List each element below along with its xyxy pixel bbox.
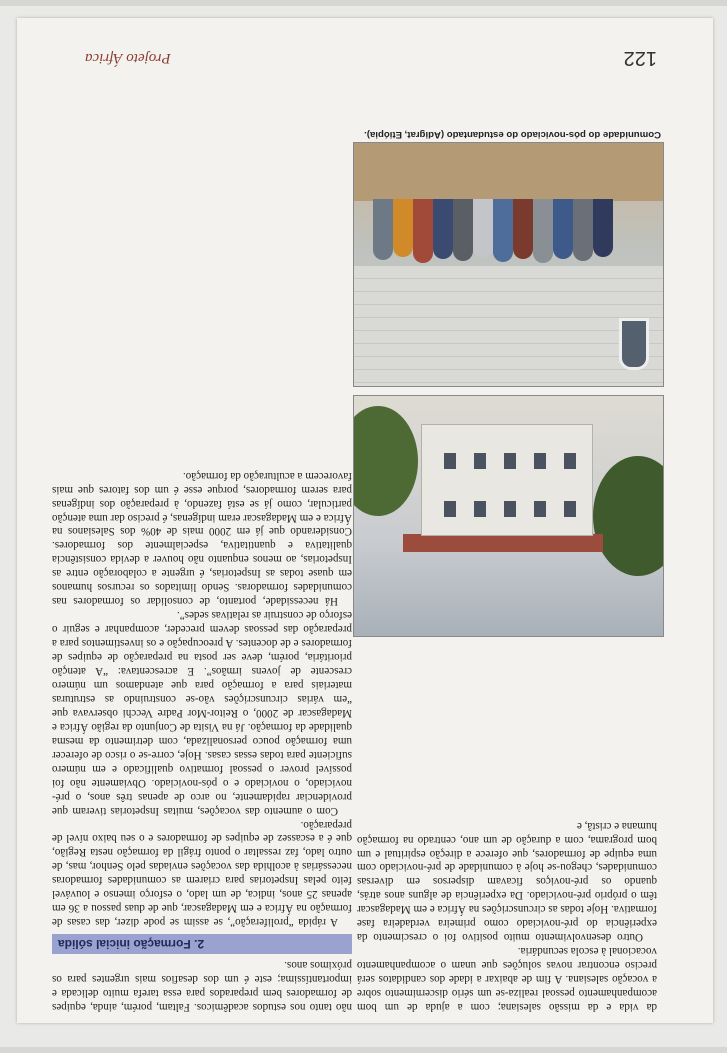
tree (353, 406, 418, 516)
right-text-column (52, 468, 352, 1013)
roof (403, 534, 603, 552)
arched-window (619, 318, 649, 370)
page-number: 122 (623, 47, 657, 69)
building (421, 424, 593, 536)
paragraph: não tanto nos estudos acadêmicos. Faltam, porém, ainda, equipes de formadores bem preparados para essa tarefa muito delicada e importantíssima; este é um dos desafios mais urgentes para os próximos anos. (52, 959, 352, 1013)
paragraph: Com o aumento das vocações, muitas Inspetorias tiveram que providenciar rapidamente, no arco de apenas três anos, o pré-noviciado, o noviciado e o pós-noviciado. Obviamente não foi possível prover o pessoal formativo qualificado e em número suficiente para todas essas casas. Hoje, corre-se o risco de oferecer uma formação pouco personalizada, com detrimento da mesma qualidade da formação. Já na Visita de Conjunto da região África e Madagascar de 2000, o Reitor-Mor Padre Vecchi observava que “em várias circunscrições vão-se construindo as estruturas materiais para a formação para que atendamos um número crescente de jovens irmãos”. E acrescentava: “A atenção prioritária, porém, deve ser posta na preparação de equipes de formadores e de docentes. A preocupação e os investimentos para a preparação das pessoas devem preceder, acompanhar e seguir o esforço de construir as relativas sedes”. (52, 609, 352, 817)
stone-wall (354, 266, 663, 386)
ground (354, 143, 663, 201)
bottom-edge (0, 0, 727, 6)
paragraph: Há necessidade, portanto, de consolidar os formadores nas comunidades formadoras. Sendo limitados os recursos humanos em quase todas as Inspetorias, é urgente a colaboração entre as Inspetorias, ao menos enquanto não houver a devida consistência qualitativa e quantitativa, especialmente dos formadores. Considerando que já em 2000 mais de 40% dos Salesianos na África e em Madagascar eram indígenas, é preciso dar uma atenção particular, como já se está fazendo, à preparação dos indígenas para serem formadores, porque esse é um dos fatores que mais favorecem a aculturação da formação. (52, 469, 352, 608)
tree (593, 456, 664, 576)
paragraph: Outro desenvolvimento muito positivo foi o crescimento da experiência do pré-noviciado como primeira verdadeira fase formativa. Hoje todas as circunscrições na África e em Madagascar têm o próprio pré-noviciado. Da experiência de alguns anos atrás, quando os pré-noviços ficavam dispersos em diversas comunidades, chegou-se hoje à comunidade de pré-noviciado com uma equipe de formadores, que oferece a direção espiritual e um bom programa, com a duração de um ano, centrado na formação humana e cristã, e (357, 819, 657, 944)
paragraph: A rápida “proliferação”, se assim se pode dizer, das casas de formação na África e em Madagascar, que de duas passou a 36 em apenas 25 anos, indica, de um lado, o esforço imenso e louvável feito pelas Inspetorias para criarem as comunidades formadoras necessárias à acolhida das vocações enviadas pelo Senhor, mas, de outro lado, faz ressaltar o ponto frágil da formação nesta Região, que é a escassez de equipes de formadores e o seu baixo nível de preparação. (52, 818, 352, 929)
running-title: Projeto África (85, 50, 171, 66)
section-heading: 2. Formação inicial sólida (52, 934, 352, 954)
left-text-column (357, 818, 657, 1013)
book-page (17, 18, 713, 1023)
top-edge (0, 1047, 727, 1053)
paragraph: da vida e da missão salesiana; com a ajuda de um bom acompanhamento pessoal realiza-se um sério discernimento sobre a vocação salesiana. A fim de abaixar a idade dos candidatos será preciso encontrar novas soluções que unam o acompanhamento vocacional à escola secundária. (357, 945, 657, 1013)
photo-group-community (353, 142, 664, 387)
photo-caption: Comunidade do pós-noviciado do estudantado (Adigrat, Etiópia). (364, 129, 661, 140)
photo-buildings (353, 395, 664, 637)
